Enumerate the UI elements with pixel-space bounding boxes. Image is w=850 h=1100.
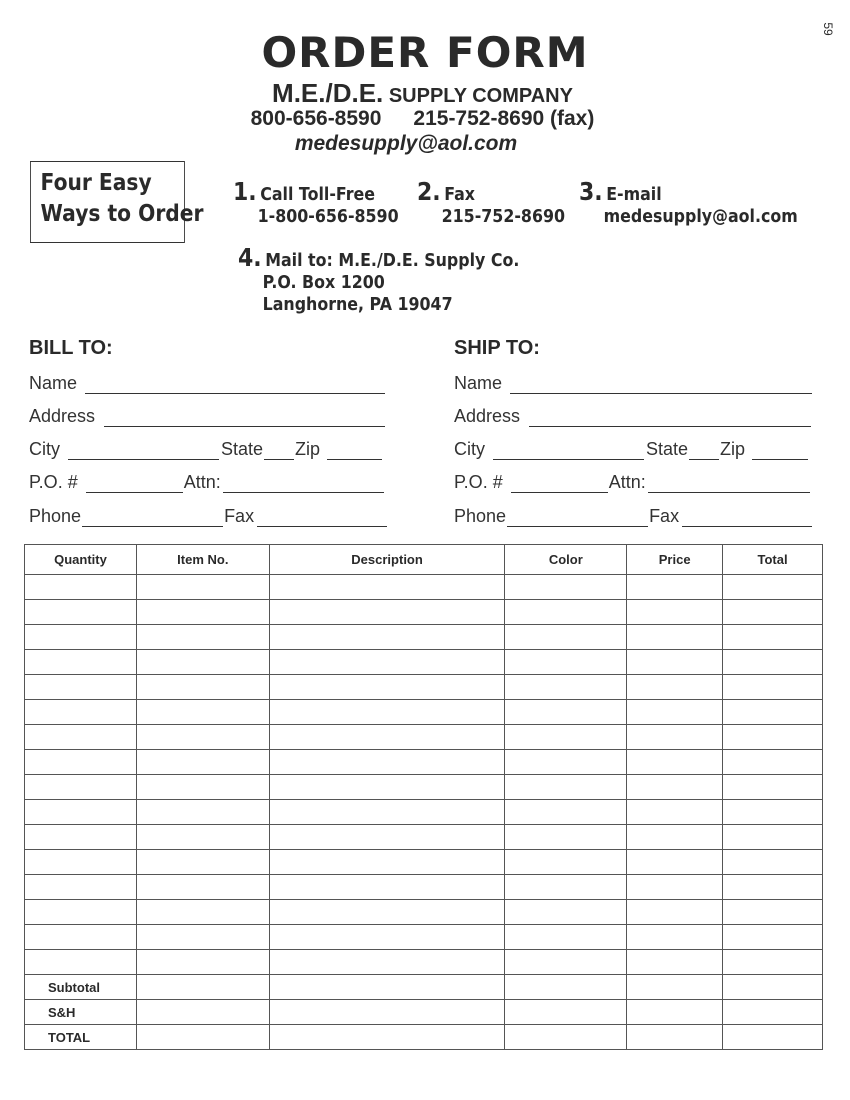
bill-phone-row — [29, 503, 387, 527]
item-no-cell[interactable] — [136, 775, 269, 800]
description-cell[interactable] — [269, 650, 505, 675]
total-cell[interactable] — [723, 925, 823, 950]
price-cell[interactable] — [627, 875, 723, 900]
total-cell[interactable] — [723, 825, 823, 850]
company-name — [0, 78, 845, 109]
way-detail-2: Langhorne, PA 19047 — [262, 294, 453, 315]
color-cell[interactable] — [505, 875, 627, 900]
ways-to-order-box — [30, 161, 204, 243]
order-items-table — [24, 544, 823, 1050]
column-header-description: Description — [269, 545, 505, 575]
total-cell[interactable] — [723, 750, 823, 775]
price-cell[interactable] — [627, 950, 723, 975]
price-cell[interactable] — [627, 600, 723, 625]
quantity-cell[interactable] — [25, 850, 137, 875]
quantity-cell[interactable] — [25, 600, 137, 625]
table-row — [25, 775, 823, 800]
page-number: 59 — [821, 22, 835, 36]
ship-phone-field[interactable] — [507, 506, 648, 527]
item-no-cell[interactable] — [136, 850, 269, 875]
ways-box-line2: Ways to Order — [40, 201, 204, 227]
color-cell[interactable] — [505, 1000, 627, 1025]
price-cell[interactable] — [627, 850, 723, 875]
total-cell[interactable] — [723, 1025, 823, 1050]
way-label: Call Toll-Free — [260, 184, 376, 205]
description-cell[interactable] — [269, 825, 505, 850]
bill-fax-field[interactable] — [257, 506, 387, 527]
ship-state-field[interactable] — [689, 439, 719, 460]
color-cell[interactable] — [505, 750, 627, 775]
color-cell[interactable] — [505, 800, 627, 825]
table-row — [25, 800, 823, 825]
total-cell[interactable] — [723, 875, 823, 900]
description-cell[interactable] — [269, 725, 505, 750]
ship-po-label: P.O. # — [454, 472, 503, 492]
price-cell[interactable] — [627, 975, 723, 1000]
quantity-cell[interactable] — [25, 925, 137, 950]
price-cell[interactable] — [627, 1000, 723, 1025]
color-cell[interactable] — [505, 650, 627, 675]
table-row — [25, 900, 823, 925]
item-no-cell[interactable] — [136, 950, 269, 975]
quantity-cell[interactable] — [25, 875, 137, 900]
table-row — [25, 675, 823, 700]
total-cell[interactable] — [723, 975, 823, 1000]
quantity-cell[interactable] — [25, 800, 137, 825]
ship-zip-label: Zip — [720, 439, 746, 459]
description-cell[interactable] — [269, 600, 505, 625]
bill-state-field[interactable] — [264, 439, 294, 460]
bill-state-label: State — [221, 439, 264, 459]
description-cell[interactable] — [269, 700, 505, 725]
item-no-cell[interactable] — [136, 800, 269, 825]
color-cell[interactable] — [505, 900, 627, 925]
summary-row — [25, 975, 823, 1000]
description-cell[interactable] — [269, 625, 505, 650]
total-cell[interactable] — [723, 700, 823, 725]
quantity-cell[interactable] — [25, 950, 137, 975]
item-no-cell[interactable] — [136, 650, 269, 675]
ship-phone-row — [454, 503, 812, 527]
color-cell[interactable] — [505, 675, 627, 700]
item-no-cell[interactable] — [136, 825, 269, 850]
summary-label: S&H — [25, 1000, 137, 1025]
ship-name-field[interactable] — [510, 373, 812, 394]
total-cell[interactable] — [723, 675, 823, 700]
item-no-cell[interactable] — [136, 625, 269, 650]
way-label: Fax — [444, 184, 475, 205]
description-cell[interactable] — [269, 575, 505, 600]
quantity-cell[interactable] — [25, 675, 137, 700]
page-title: ORDER FORM — [261, 28, 589, 77]
color-cell[interactable] — [505, 575, 627, 600]
quantity-cell[interactable] — [25, 900, 137, 925]
price-cell[interactable] — [627, 700, 723, 725]
item-no-cell[interactable] — [136, 925, 269, 950]
color-cell[interactable] — [505, 725, 627, 750]
ship-po-row — [454, 469, 810, 493]
column-header-item-no: Item No. — [136, 545, 269, 575]
description-cell[interactable] — [269, 875, 505, 900]
quantity-cell[interactable] — [25, 825, 137, 850]
way-label: E-mail — [606, 184, 662, 205]
item-no-cell[interactable] — [136, 1025, 269, 1050]
ship-attn-field[interactable] — [648, 472, 810, 493]
total-cell[interactable] — [723, 575, 823, 600]
summary-label: Subtotal — [25, 975, 137, 1000]
way-fax — [417, 177, 566, 228]
ways-box-line1: Four Easy — [40, 170, 152, 196]
item-no-cell[interactable] — [136, 975, 269, 1000]
item-no-cell[interactable] — [136, 750, 269, 775]
header-phones — [0, 107, 845, 131]
way-detail: 215-752-8690 — [441, 206, 566, 227]
price-cell[interactable] — [627, 900, 723, 925]
ship-name-label: Name — [454, 373, 503, 393]
color-cell[interactable] — [505, 600, 627, 625]
description-cell[interactable] — [269, 750, 505, 775]
header-phone: 800-656-8590 — [250, 107, 382, 130]
table-body — [25, 575, 823, 1050]
color-cell[interactable] — [505, 1025, 627, 1050]
way-call — [233, 177, 399, 228]
bill-po-label: P.O. # — [29, 472, 78, 492]
bill-name-row — [29, 370, 385, 394]
column-header-color: Color — [505, 545, 627, 575]
way-detail: 1-800-656-8590 — [257, 206, 399, 227]
way-detail: medesupply@aol.com — [603, 206, 798, 227]
company-initials: M.E./D.E. — [272, 78, 384, 108]
table-row — [25, 875, 823, 900]
quantity-cell[interactable] — [25, 750, 137, 775]
description-cell[interactable] — [269, 900, 505, 925]
price-cell[interactable] — [627, 825, 723, 850]
description-cell[interactable] — [269, 950, 505, 975]
ship-city-row — [454, 436, 808, 460]
color-cell[interactable] — [505, 625, 627, 650]
ship-name-row — [454, 370, 812, 394]
table-row — [25, 825, 823, 850]
price-cell[interactable] — [627, 1025, 723, 1050]
ship-to-heading: SHIP TO: — [454, 337, 540, 359]
quantity-cell[interactable] — [25, 700, 137, 725]
way-number: 3. — [579, 177, 603, 206]
bill-po-row — [29, 469, 384, 493]
color-cell[interactable] — [505, 825, 627, 850]
ship-po-field[interactable] — [511, 472, 608, 493]
header-email: medesupply@aol.com — [294, 132, 518, 155]
bill-name-label: Name — [29, 373, 78, 393]
bill-attn-label: Attn: — [183, 472, 221, 492]
way-mail — [238, 243, 520, 316]
total-cell[interactable] — [723, 600, 823, 625]
color-cell[interactable] — [505, 925, 627, 950]
column-header-quantity: Quantity — [25, 545, 137, 575]
ship-city-field[interactable] — [493, 439, 644, 460]
item-no-cell[interactable] — [136, 700, 269, 725]
price-cell[interactable] — [627, 650, 723, 675]
ship-zip-field[interactable] — [752, 439, 808, 460]
way-label: Mail to: M.E./D.E. Supply Co. — [265, 250, 520, 271]
color-cell[interactable] — [505, 850, 627, 875]
table-row — [25, 650, 823, 675]
description-cell[interactable] — [269, 925, 505, 950]
item-no-cell[interactable] — [136, 725, 269, 750]
table-row — [25, 700, 823, 725]
bill-address-row — [29, 403, 385, 427]
bill-city-label: City — [29, 439, 60, 459]
bill-city-row — [29, 436, 382, 460]
table-row — [25, 850, 823, 875]
ship-address-row — [454, 403, 811, 427]
bill-phone-label: Phone — [29, 506, 82, 526]
bill-address-label: Address — [29, 406, 96, 426]
bill-attn-field[interactable] — [223, 472, 384, 493]
item-no-cell[interactable] — [136, 600, 269, 625]
color-cell[interactable] — [505, 700, 627, 725]
way-detail: P.O. Box 1200 — [262, 272, 385, 293]
table-row — [25, 725, 823, 750]
ship-phone-label: Phone — [454, 506, 507, 526]
item-no-cell[interactable] — [136, 900, 269, 925]
price-cell[interactable] — [627, 725, 723, 750]
ship-state-label: State — [646, 439, 689, 459]
table-row — [25, 575, 823, 600]
bill-phone-field[interactable] — [82, 506, 223, 527]
price-cell[interactable] — [627, 775, 723, 800]
table-row — [25, 625, 823, 650]
price-cell[interactable] — [627, 925, 723, 950]
bill-fax-label: Fax — [224, 506, 255, 526]
quantity-cell[interactable] — [25, 775, 137, 800]
description-cell[interactable] — [269, 1000, 505, 1025]
bill-address-field[interactable] — [104, 406, 385, 427]
color-cell[interactable] — [505, 975, 627, 1000]
description-cell[interactable] — [269, 1025, 505, 1050]
item-no-cell[interactable] — [136, 675, 269, 700]
company-suffix: SUPPLY COMPANY — [388, 85, 573, 107]
description-cell[interactable] — [269, 800, 505, 825]
ship-fax-label: Fax — [649, 506, 680, 526]
quantity-cell[interactable] — [25, 575, 137, 600]
price-cell[interactable] — [627, 800, 723, 825]
total-cell[interactable] — [723, 800, 823, 825]
summary-row — [25, 1025, 823, 1050]
description-cell[interactable] — [269, 850, 505, 875]
bill-po-field[interactable] — [86, 472, 183, 493]
total-cell[interactable] — [723, 850, 823, 875]
ship-attn-label: Attn: — [608, 472, 646, 492]
total-cell[interactable] — [723, 650, 823, 675]
way-number: 2. — [417, 177, 441, 206]
item-no-cell[interactable] — [136, 875, 269, 900]
way-email — [579, 177, 798, 228]
table-row — [25, 950, 823, 975]
table-row — [25, 925, 823, 950]
ship-address-label: Address — [454, 406, 521, 426]
quantity-cell[interactable] — [25, 625, 137, 650]
way-number: 4. — [238, 243, 262, 272]
way-number: 1. — [233, 177, 257, 206]
description-cell[interactable] — [269, 975, 505, 1000]
price-cell[interactable] — [627, 750, 723, 775]
description-cell[interactable] — [269, 675, 505, 700]
quantity-cell[interactable] — [25, 725, 137, 750]
total-cell[interactable] — [723, 775, 823, 800]
total-cell[interactable] — [723, 950, 823, 975]
total-cell[interactable] — [723, 900, 823, 925]
total-cell[interactable] — [723, 625, 823, 650]
ship-city-label: City — [454, 439, 485, 459]
bill-name-field[interactable] — [85, 373, 385, 394]
color-cell[interactable] — [505, 775, 627, 800]
bill-zip-label: Zip — [295, 439, 321, 459]
item-no-cell[interactable] — [136, 1000, 269, 1025]
column-header-price: Price — [627, 545, 723, 575]
bill-city-field[interactable] — [68, 439, 219, 460]
table-row — [25, 600, 823, 625]
summary-label: TOTAL — [25, 1025, 137, 1050]
bill-zip-field[interactable] — [327, 439, 382, 460]
total-cell[interactable] — [723, 725, 823, 750]
price-cell[interactable] — [627, 625, 723, 650]
price-cell[interactable] — [627, 575, 723, 600]
table-row — [25, 750, 823, 775]
color-cell[interactable] — [505, 950, 627, 975]
item-no-cell[interactable] — [136, 575, 269, 600]
bill-to-heading: BILL TO: — [29, 337, 113, 359]
price-cell[interactable] — [627, 675, 723, 700]
ship-address-field[interactable] — [529, 406, 811, 427]
ship-fax-field[interactable] — [682, 506, 812, 527]
header-fax: 215-752-8690 (fax) — [413, 107, 595, 130]
column-header-total: Total — [723, 545, 823, 575]
table-header-row — [25, 545, 823, 575]
quantity-cell[interactable] — [25, 650, 137, 675]
summary-row — [25, 1000, 823, 1025]
description-cell[interactable] — [269, 775, 505, 800]
total-cell[interactable] — [723, 1000, 823, 1025]
